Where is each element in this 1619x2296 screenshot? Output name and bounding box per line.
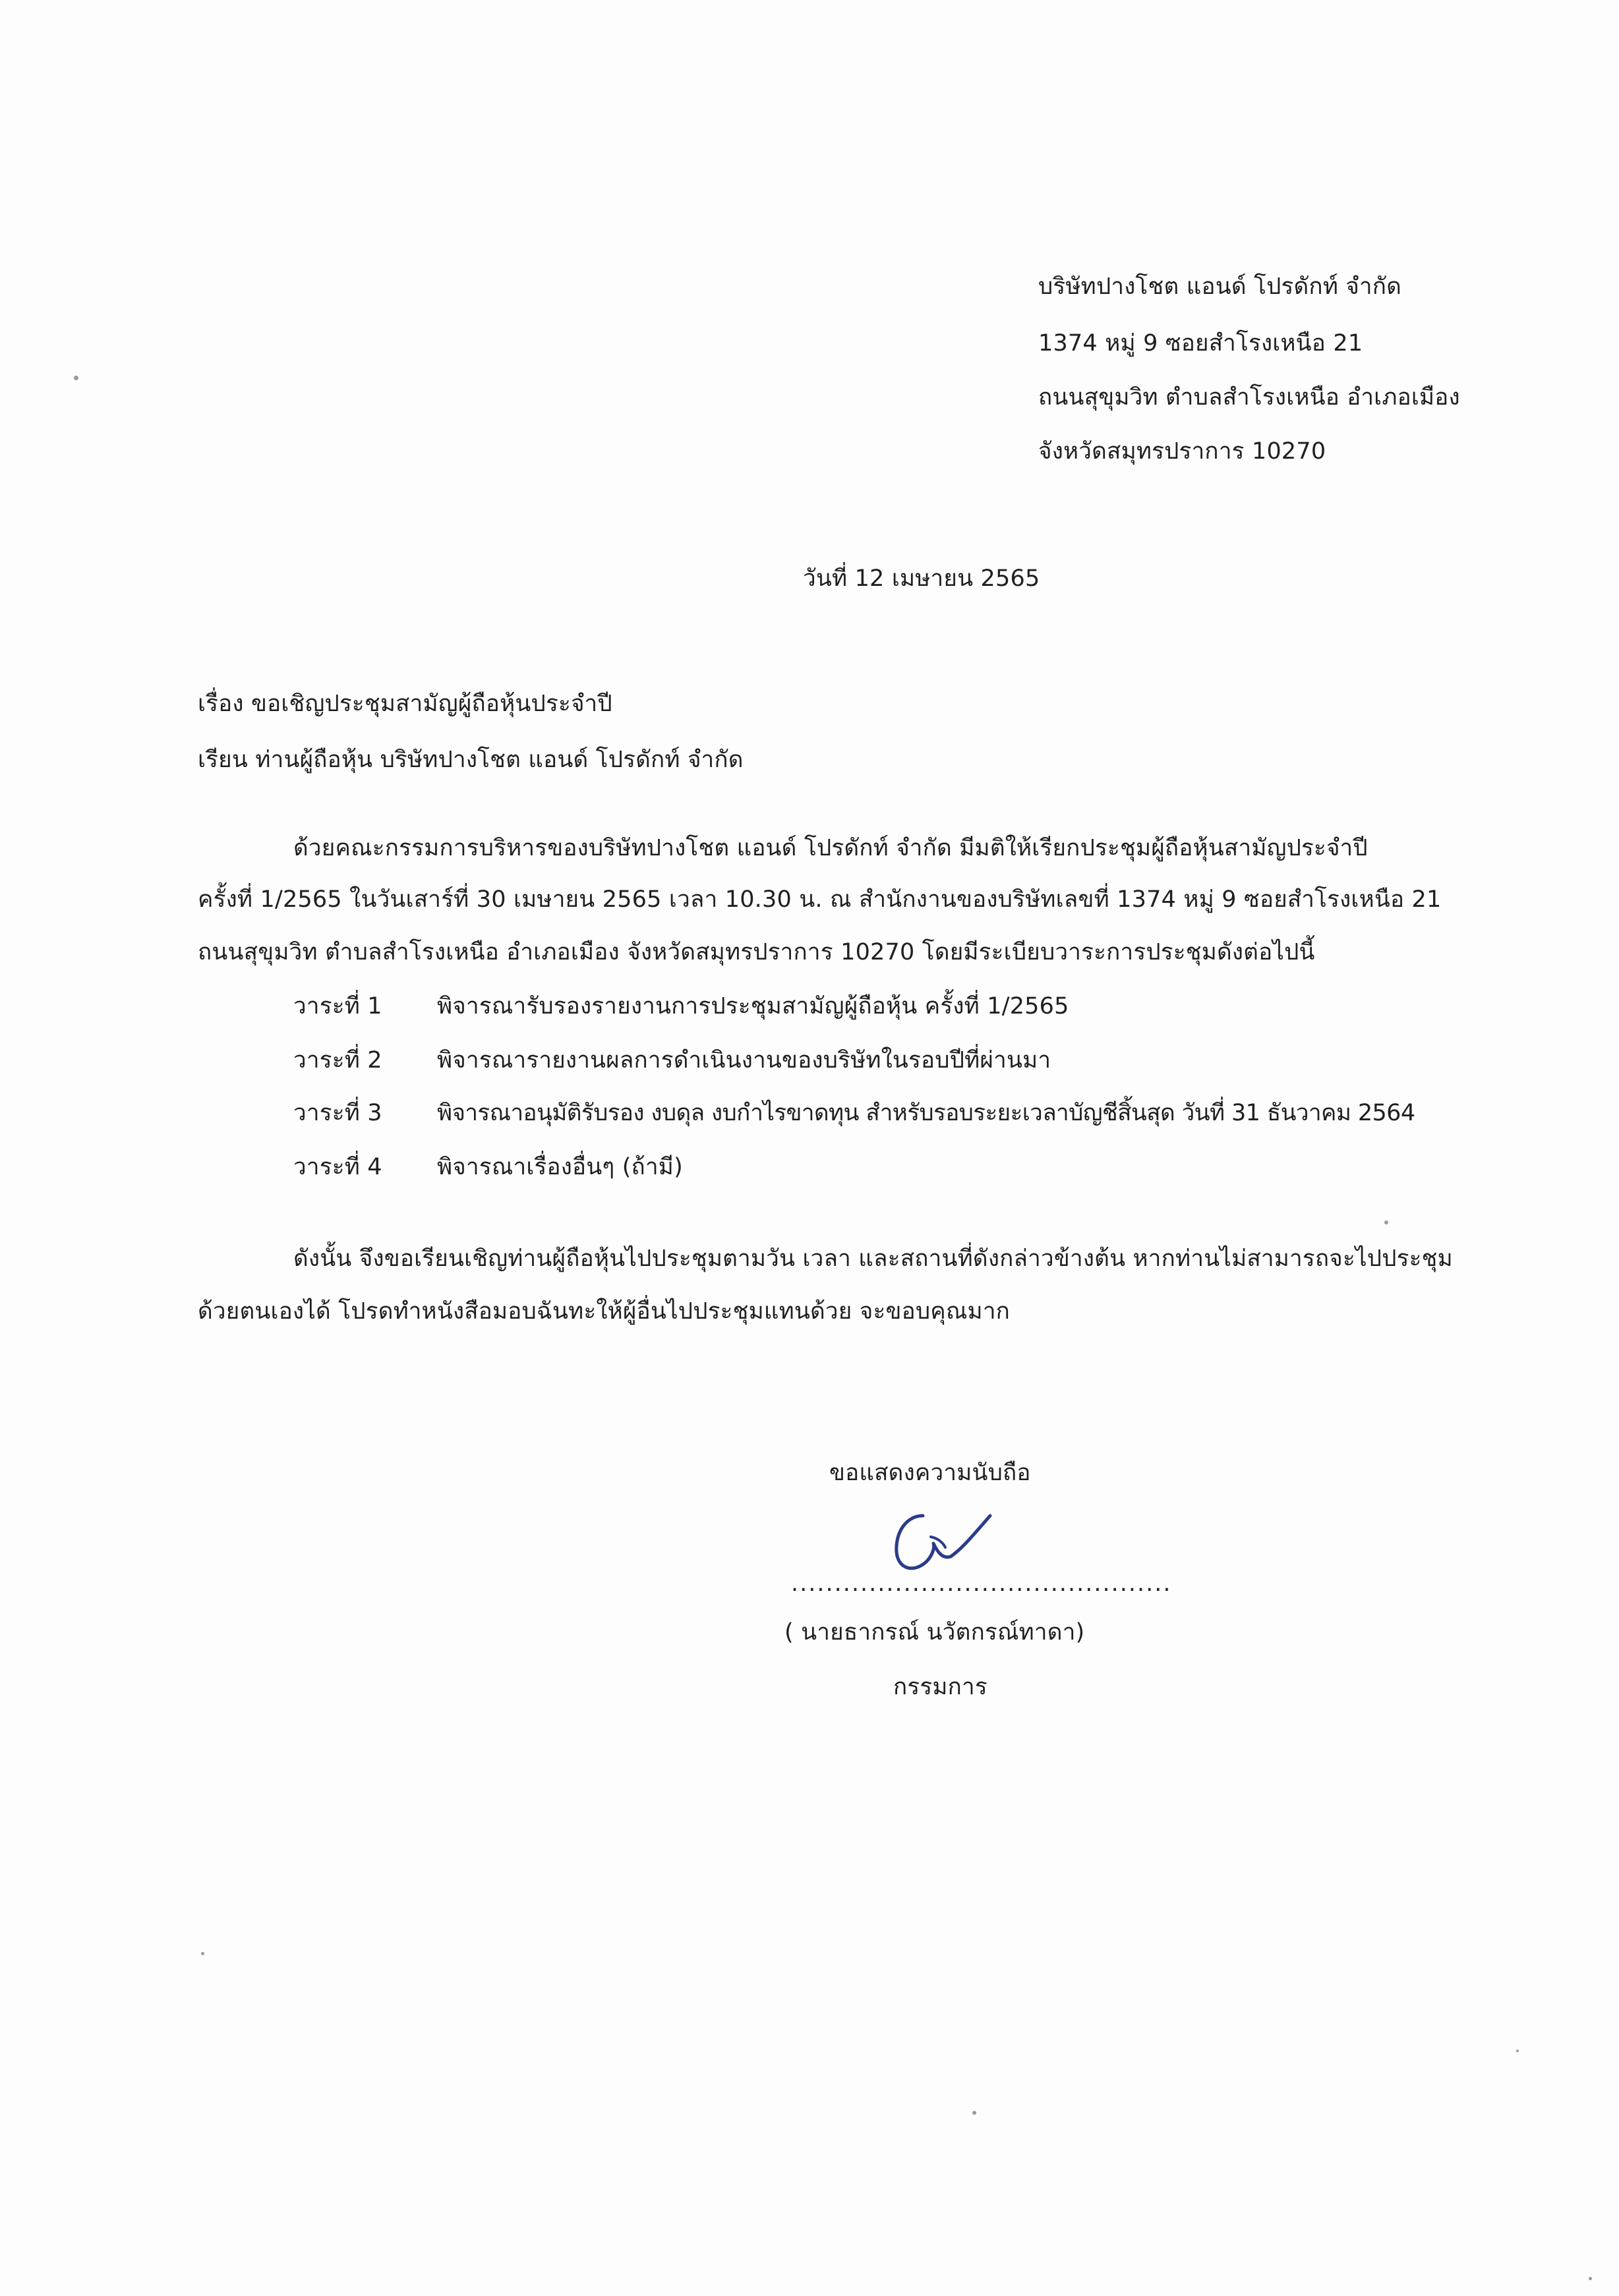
closing-salutation: ขอแสดงความนับถือ (829, 1460, 1031, 1486)
agenda-item-4-number: วาระที่ 4 (293, 1154, 382, 1180)
agenda-item-1-text: พิจารณารับรองรายงานการประชุมสามัญผู้ถือหุ้น ครั้งที่ 1/2565 (437, 993, 1069, 1019)
sender-address-line1: 1374 หมู่ 9 ซอยสำโรงเหนือ 21 (1038, 330, 1363, 357)
scan-speck (972, 2111, 976, 2115)
signatory-position: กรรมการ (893, 1674, 987, 1700)
letter-date: วันที่ 12 เมษายน 2565 (803, 565, 1040, 592)
letter-subject: เรื่อง ขอเชิญประชุมสามัญผู้ถือหุ้นประจำปี (198, 691, 612, 717)
agenda-item-3-number: วาระที่ 3 (293, 1100, 382, 1126)
agenda-item-2-number: วาระที่ 2 (293, 1047, 382, 1074)
body-para1-line1: ด้วยคณะกรรมการบริหารของบริษัทปางโชต แอนด์ โปรดักท์ จำกัด มีมติให้เรียกประชุมผู้ถือหุ้นสามัญประจำปี (293, 835, 1368, 861)
body-para1-line3: ถนนสุขุมวิท ตำบลสำโรงเหนือ อำเภอเมือง จังหวัดสมุทรปราการ 10270 โดยมีระเบียบวาระการประชุมดังต่อไปนี้ (198, 939, 1315, 965)
body-para1-line2: ครั้งที่ 1/2565 ในวันเสาร์ที่ 30 เมษายน 2565 เวลา 10.30 น. ณ สำนักงานของบริษัทเลขที่ 1374 หมู่ 9 ซอยสำโรงเหนือ 21 (198, 886, 1442, 913)
signatory-name: ( นายธากรณ์ นวัตกรณ์ทาดา) (784, 1619, 1085, 1646)
scan-speck (1516, 2050, 1519, 2052)
body-para2-line2: ด้วยตนเองได้ โปรดทำหนังสือมอบฉันทะให้ผู้อื่นไปประชุมแทนด้วย จะขอบคุณมาก (198, 1298, 1011, 1325)
signature-dotted-line: ............................................ (791, 1570, 1172, 1597)
agenda-item-1-number: วาระที่ 1 (293, 993, 382, 1019)
letter-recipient: เรียน ท่านผู้ถือหุ้น บริษัทปางโชต แอนด์ โปรดักท์ จำกัด (198, 747, 744, 773)
sender-address-line3: จังหวัดสมุทรปราการ 10270 (1038, 438, 1326, 465)
sender-address-line2: ถนนสุขุมวิท ตำบลสำโรงเหนือ อำเภอเมือง (1038, 384, 1460, 411)
agenda-item-4-text: พิจารณาเรื่องอื่นๆ (ถ้ามี) (437, 1154, 683, 1180)
sender-company: บริษัทปางโชต แอนด์ โปรดักท์ จำกัด (1038, 273, 1402, 300)
scan-speck (74, 376, 78, 380)
agenda-item-2-text: พิจารณารายงานผลการดำเนินงานของบริษัทในรอบปีที่ผ่านมา (437, 1047, 1051, 1074)
scan-speck (1589, 2277, 1592, 2280)
body-para2-line1: ดังนั้น จึงขอเรียนเชิญท่านผู้ถือหุ้นไปประชุมตามวัน เวลา และสถานที่ดังกล่าวข้างต้น หากท่านไม่สามารถจะไปประชุม (293, 1246, 1453, 1272)
scan-speck (201, 1952, 204, 1955)
scan-speck (1384, 1220, 1388, 1224)
agenda-item-3-text: พิจารณาอนุมัติรับรอง งบดุล งบกำไรขาดทุน สำหรับรอบระยะเวลาบัญชีสิ้นสุด วันที่ 31 ธันวาคม 2564 (437, 1100, 1415, 1126)
